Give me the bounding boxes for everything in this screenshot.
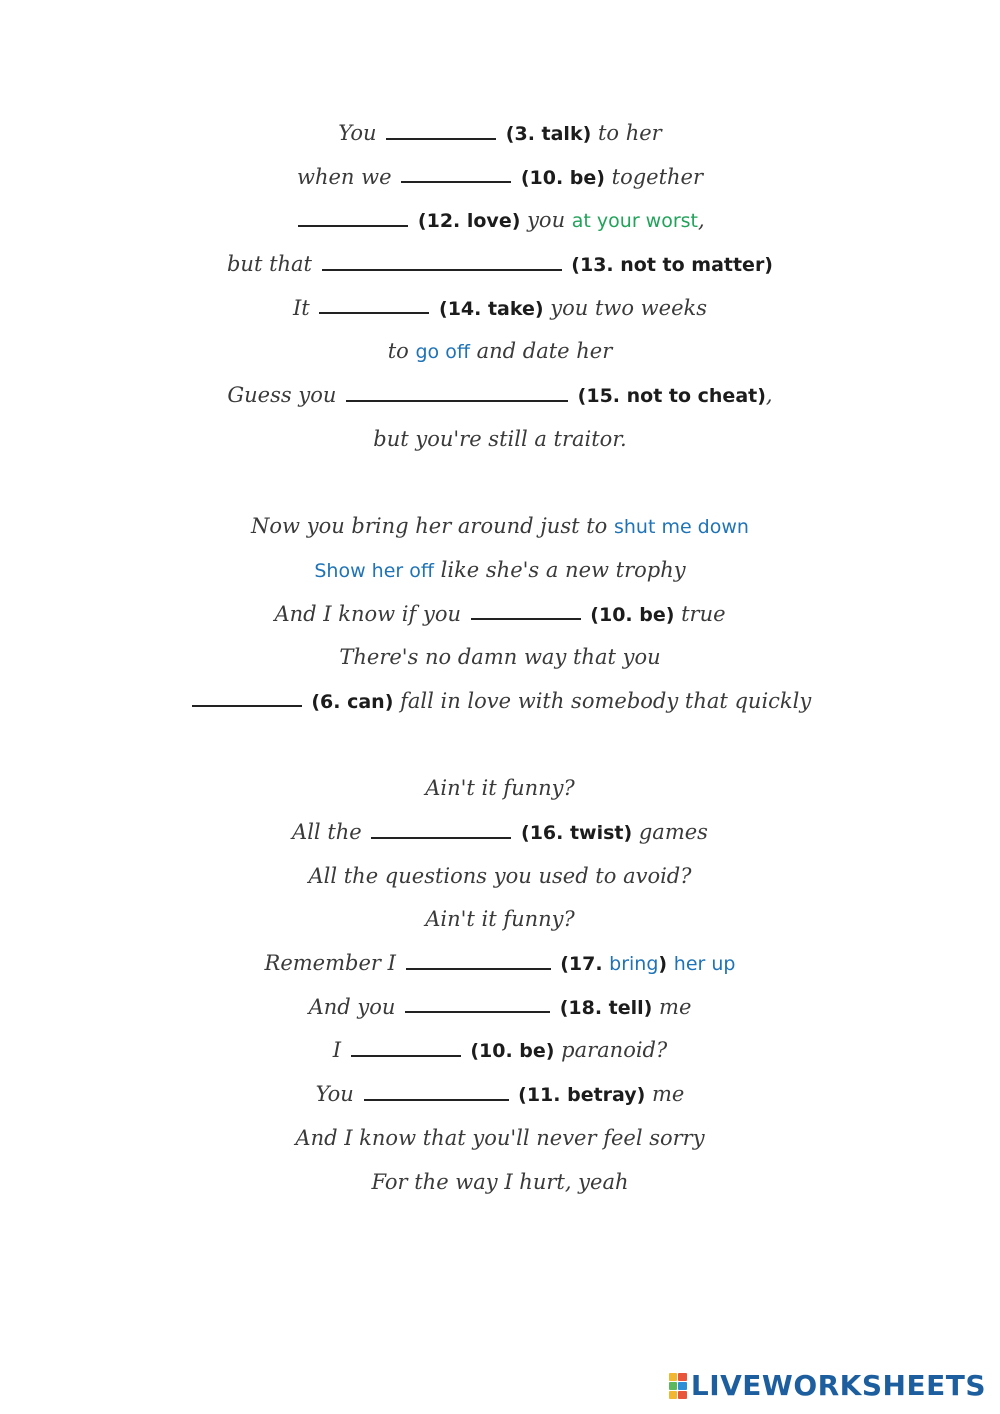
verb-hint: (12. love) [411, 210, 521, 233]
answer-blank[interactable] [346, 400, 568, 402]
lyric-text: Ain't it funny? [425, 776, 575, 801]
verb-hint: (13. not to matter) [564, 254, 773, 277]
lyric-line [0, 505, 1000, 549]
lyric-text: You [338, 121, 384, 145]
lyric-text: , [765, 383, 773, 408]
answer-blank[interactable] [405, 1011, 550, 1013]
lyric-line [0, 1073, 1000, 1117]
lyric-text: All the questions you used to avoid? [308, 863, 692, 888]
answer-blank[interactable] [471, 618, 581, 620]
lyric-text: fall in love with somebody that quickly [393, 688, 812, 713]
verb-hint: (18. tell) [553, 996, 653, 1019]
logo-text: LIVEWORKSHEETS [690, 1369, 986, 1402]
lyric-text: you two weeks [543, 295, 708, 320]
answer-blank[interactable] [401, 181, 511, 183]
verb-hint: (10. be) [514, 166, 605, 189]
lyric-text: Ain't it funny? [425, 907, 575, 932]
highlighted-phrase: her up [673, 953, 736, 976]
liveworksheets-logo[interactable] [669, 1369, 986, 1402]
highlighted-phrase: shut me down [613, 516, 749, 539]
lyric-text: but that [226, 252, 319, 277]
lyric-text: me [652, 994, 692, 1019]
lyric-text: you [520, 208, 572, 233]
answer-blank[interactable] [406, 968, 551, 970]
logo-block [678, 1382, 687, 1390]
lyric-line [0, 1029, 1000, 1073]
lyric-text: but you're still a traitor. [373, 426, 627, 451]
stanza-gap [0, 462, 1000, 506]
lyric-text: For the way I hurt, yeah [371, 1169, 629, 1194]
lyric-line [0, 243, 1000, 287]
lyric-line [0, 112, 1000, 156]
lyric-line [0, 1161, 1000, 1205]
highlighted-phrase: bring [609, 953, 659, 976]
verb-hint: (15. not to cheat) [571, 385, 766, 408]
lyric-text: to her [591, 121, 662, 145]
lyric-line [0, 156, 1000, 200]
highlighted-phrase: Show her off [314, 559, 434, 582]
lyric-text: And I know if you [274, 601, 468, 626]
logo-block [669, 1373, 678, 1381]
lyric-line [0, 680, 1000, 724]
lyric-line [0, 767, 1000, 811]
verb-hint: (11. betray) [511, 1084, 646, 1107]
answer-blank[interactable] [322, 269, 562, 271]
logo-block [678, 1373, 687, 1381]
verb-hint: (10. be) [583, 603, 675, 626]
logo-mark-icon [669, 1373, 687, 1399]
lyric-line [0, 593, 1000, 637]
lyric-line [0, 287, 1000, 331]
lyric-text: true [674, 601, 726, 626]
lyric-line [0, 1117, 1000, 1161]
lyric-text: together [604, 164, 704, 189]
lyric-text: to [387, 339, 416, 364]
stanza-gap [0, 724, 1000, 768]
verb-hint: ) [658, 953, 668, 976]
answer-blank[interactable] [319, 312, 429, 314]
lyric-text: and date her [469, 339, 613, 364]
verb-hint: (17. [553, 953, 610, 976]
lyric-text: Now you bring her around just to [251, 514, 614, 539]
answer-blank[interactable] [364, 1099, 509, 1101]
lyric-line [0, 811, 1000, 855]
lyric-text: , [698, 208, 705, 233]
verb-hint: (3. talk) [499, 123, 592, 145]
lyrics-body [0, 112, 1000, 1204]
lyric-line [0, 199, 1000, 243]
highlighted-phrase: at your worst [571, 210, 698, 233]
answer-blank[interactable] [371, 837, 511, 839]
answer-blank[interactable] [351, 1055, 461, 1057]
lyric-text: And I know that you'll never feel sorry [295, 1125, 705, 1150]
lyric-text: There's no damn way that you [339, 645, 661, 670]
logo-block [678, 1391, 687, 1399]
lyric-text: All the [292, 820, 369, 844]
lyric-line [0, 942, 1000, 986]
lyric-line [0, 898, 1000, 942]
lyric-text: like she's a new trophy [433, 557, 686, 582]
lyric-text: And you [308, 994, 403, 1019]
lyric-text: You [315, 1082, 361, 1107]
lyric-text: when we [296, 164, 399, 189]
lyric-line [0, 330, 1000, 374]
logo-block [669, 1391, 678, 1399]
lyric-text: paranoid? [554, 1038, 668, 1063]
lyric-text: It [292, 295, 317, 320]
answer-blank[interactable] [386, 138, 496, 140]
lyric-text: Guess you [227, 383, 344, 408]
highlighted-phrase: go off [415, 341, 470, 364]
verb-hint: (10. be) [463, 1040, 555, 1063]
lyric-line [0, 986, 1000, 1030]
lyric-text: games [632, 820, 708, 844]
lyric-line [0, 549, 1000, 593]
lyric-text [667, 951, 674, 975]
lyric-text: me [645, 1082, 685, 1107]
logo-block [669, 1382, 678, 1390]
verb-hint: (16. twist) [514, 822, 633, 844]
lyric-text: Remember I [264, 951, 403, 976]
lyric-line [0, 855, 1000, 899]
verb-hint: (6. can) [304, 690, 394, 713]
verb-hint: (14. take) [432, 297, 544, 320]
lyric-line [0, 418, 1000, 462]
answer-blank[interactable] [192, 705, 302, 707]
lyric-text: I [332, 1038, 348, 1063]
lyric-line [0, 374, 1000, 418]
answer-blank[interactable] [298, 225, 408, 227]
lyric-line [0, 636, 1000, 680]
